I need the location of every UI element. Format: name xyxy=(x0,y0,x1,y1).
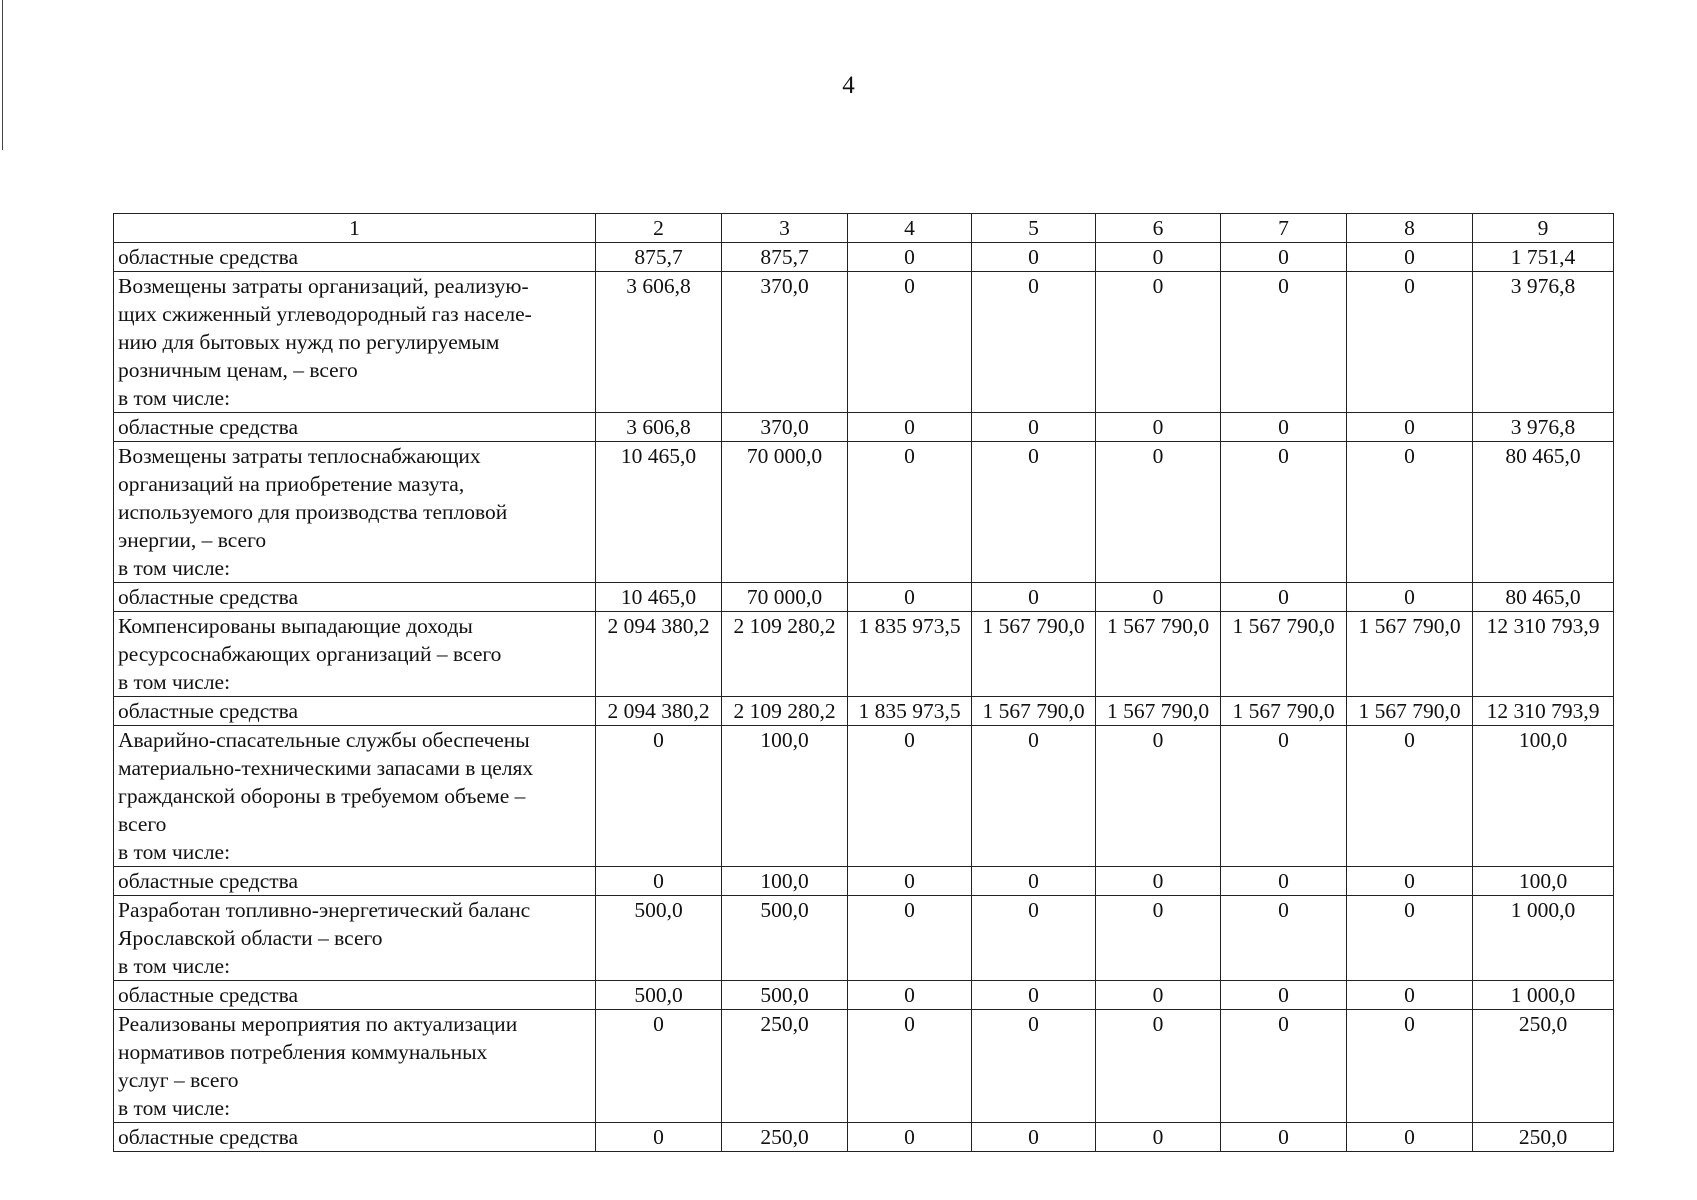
value-cell-col-5: 0 xyxy=(972,583,1096,612)
value-cell-col-2: 3 606,8 xyxy=(596,413,722,442)
row-description-line: организаций на приобретение мазута, xyxy=(118,472,465,496)
row-description-line: Реализованы мероприятия по актуализации xyxy=(118,1012,518,1036)
value-cell-col-9: 1 000,0 xyxy=(1473,981,1614,1010)
value-cell-col-3: 370,0 xyxy=(722,272,848,413)
table-row xyxy=(114,272,1614,413)
value-cell-col-9: 80 465,0 xyxy=(1473,583,1614,612)
value-cell-col-8: 0 xyxy=(1347,981,1473,1010)
table-row xyxy=(114,867,1614,896)
value-cell-col-8: 0 xyxy=(1347,583,1473,612)
value-cell-col-9: 250,0 xyxy=(1473,1010,1614,1123)
value-cell-col-6: 1 567 790,0 xyxy=(1096,612,1221,697)
value-cell-col-7: 0 xyxy=(1221,583,1347,612)
table-row xyxy=(114,413,1614,442)
row-description xyxy=(114,583,596,612)
value-cell-col-3: 2 109 280,2 xyxy=(722,697,848,726)
value-cell-col-2: 0 xyxy=(596,867,722,896)
table-row xyxy=(114,243,1614,272)
row-description xyxy=(114,697,596,726)
value-cell-col-8: 0 xyxy=(1347,243,1473,272)
row-description xyxy=(114,1010,596,1123)
value-cell-col-9: 80 465,0 xyxy=(1473,442,1614,583)
value-cell-col-2: 2 094 380,2 xyxy=(596,697,722,726)
value-cell-col-4: 1 835 973,5 xyxy=(848,697,972,726)
row-description-line: областные средства xyxy=(118,245,299,269)
value-cell-col-6: 0 xyxy=(1096,243,1221,272)
row-description-line: областные средства xyxy=(118,585,299,609)
budget-table-container xyxy=(113,213,1613,1152)
value-cell-col-7: 1 567 790,0 xyxy=(1221,697,1347,726)
table-row xyxy=(114,697,1614,726)
value-cell-col-4: 0 xyxy=(848,1010,972,1123)
budget-table-body xyxy=(114,214,1614,1152)
value-cell-col-6: 0 xyxy=(1096,726,1221,867)
row-description-line: нормативов потребления коммунальных xyxy=(118,1040,488,1064)
value-cell-col-3: 2 109 280,2 xyxy=(722,612,848,697)
value-cell-col-8: 0 xyxy=(1347,726,1473,867)
value-cell-col-3: 500,0 xyxy=(722,896,848,981)
column-number-8: 8 xyxy=(1347,214,1473,243)
row-description-line: всего xyxy=(118,812,167,836)
value-cell-col-5: 0 xyxy=(972,1123,1096,1152)
value-cell-col-4: 0 xyxy=(848,243,972,272)
value-cell-col-5: 0 xyxy=(972,272,1096,413)
value-cell-col-9: 250,0 xyxy=(1473,1123,1614,1152)
column-number-6: 6 xyxy=(1096,214,1221,243)
table-row xyxy=(114,981,1614,1010)
table-row xyxy=(114,1123,1614,1152)
row-description-line: услуг – всего xyxy=(118,1068,239,1092)
value-cell-col-6: 1 567 790,0 xyxy=(1096,697,1221,726)
row-description xyxy=(114,726,596,867)
row-description-line: Компенсированы выпадающие доходы xyxy=(118,614,473,638)
row-description-line: используемого для производства тепловой xyxy=(118,500,508,524)
row-description-line: в том числе: xyxy=(118,670,231,694)
table-row xyxy=(114,612,1614,697)
value-cell-col-8: 0 xyxy=(1347,1010,1473,1123)
row-description-line: в том числе: xyxy=(118,1096,231,1120)
value-cell-col-9: 12 310 793,9 xyxy=(1473,697,1614,726)
value-cell-col-5: 0 xyxy=(972,867,1096,896)
row-description-line: Разработан топливно-энергетический баланс xyxy=(118,898,531,922)
table-row xyxy=(114,896,1614,981)
row-description-line: в том числе: xyxy=(118,954,231,978)
value-cell-col-6: 0 xyxy=(1096,1010,1221,1123)
value-cell-col-9: 12 310 793,9 xyxy=(1473,612,1614,697)
row-description xyxy=(114,612,596,697)
row-description-line: в том числе: xyxy=(118,556,231,580)
value-cell-col-9: 1 000,0 xyxy=(1473,896,1614,981)
column-number-7: 7 xyxy=(1221,214,1347,243)
value-cell-col-3: 100,0 xyxy=(722,867,848,896)
value-cell-col-6: 0 xyxy=(1096,442,1221,583)
value-cell-col-2: 0 xyxy=(596,1123,722,1152)
value-cell-col-5: 0 xyxy=(972,413,1096,442)
value-cell-col-9: 100,0 xyxy=(1473,867,1614,896)
value-cell-col-4: 0 xyxy=(848,726,972,867)
value-cell-col-7: 0 xyxy=(1221,726,1347,867)
value-cell-col-2: 2 094 380,2 xyxy=(596,612,722,697)
value-cell-col-8: 0 xyxy=(1347,272,1473,413)
row-description xyxy=(114,867,596,896)
row-description xyxy=(114,413,596,442)
table-row xyxy=(114,442,1614,583)
value-cell-col-8: 1 567 790,0 xyxy=(1347,612,1473,697)
row-description xyxy=(114,1123,596,1152)
column-number-3: 3 xyxy=(722,214,848,243)
value-cell-col-3: 875,7 xyxy=(722,243,848,272)
row-description-line: щих сжиженный углеводородный газ населе- xyxy=(118,302,532,326)
value-cell-col-3: 500,0 xyxy=(722,981,848,1010)
row-description-line: областные средства xyxy=(118,415,299,439)
value-cell-col-3: 250,0 xyxy=(722,1010,848,1123)
value-cell-col-9: 1 751,4 xyxy=(1473,243,1614,272)
value-cell-col-4: 0 xyxy=(848,583,972,612)
row-description-line: областные средства xyxy=(118,869,299,893)
value-cell-col-8: 1 567 790,0 xyxy=(1347,697,1473,726)
value-cell-col-6: 0 xyxy=(1096,981,1221,1010)
table-row xyxy=(114,726,1614,867)
value-cell-col-2: 10 465,0 xyxy=(596,442,722,583)
page-number: 4 xyxy=(842,72,855,99)
row-description-line: в том числе: xyxy=(118,840,231,864)
value-cell-col-7: 0 xyxy=(1221,1123,1347,1152)
value-cell-col-7: 0 xyxy=(1221,442,1347,583)
value-cell-col-2: 3 606,8 xyxy=(596,272,722,413)
value-cell-col-5: 1 567 790,0 xyxy=(972,612,1096,697)
value-cell-col-7: 1 567 790,0 xyxy=(1221,612,1347,697)
row-description-line: областные средства xyxy=(118,983,299,1007)
value-cell-col-5: 0 xyxy=(972,243,1096,272)
value-cell-col-6: 0 xyxy=(1096,867,1221,896)
value-cell-col-9: 3 976,8 xyxy=(1473,272,1614,413)
value-cell-col-4: 0 xyxy=(848,413,972,442)
row-description xyxy=(114,243,596,272)
value-cell-col-7: 0 xyxy=(1221,413,1347,442)
value-cell-col-5: 0 xyxy=(972,981,1096,1010)
value-cell-col-6: 0 xyxy=(1096,1123,1221,1152)
value-cell-col-2: 0 xyxy=(596,1010,722,1123)
value-cell-col-7: 0 xyxy=(1221,243,1347,272)
column-number-5: 5 xyxy=(972,214,1096,243)
value-cell-col-5: 0 xyxy=(972,1010,1096,1123)
value-cell-col-2: 500,0 xyxy=(596,981,722,1010)
value-cell-col-5: 0 xyxy=(972,726,1096,867)
column-number-2: 2 xyxy=(596,214,722,243)
row-description-line: в том числе: xyxy=(118,386,231,410)
row-description-line: областные средства xyxy=(118,1125,299,1149)
value-cell-col-6: 0 xyxy=(1096,896,1221,981)
row-description-line: Аварийно-спасательные службы обеспечены xyxy=(118,728,530,752)
value-cell-col-7: 0 xyxy=(1221,867,1347,896)
value-cell-col-7: 0 xyxy=(1221,896,1347,981)
value-cell-col-9: 100,0 xyxy=(1473,726,1614,867)
value-cell-col-5: 1 567 790,0 xyxy=(972,697,1096,726)
value-cell-col-4: 0 xyxy=(848,896,972,981)
value-cell-col-4: 0 xyxy=(848,1123,972,1152)
value-cell-col-2: 0 xyxy=(596,726,722,867)
value-cell-col-8: 0 xyxy=(1347,867,1473,896)
row-description xyxy=(114,272,596,413)
table-row xyxy=(114,1010,1614,1123)
value-cell-col-6: 0 xyxy=(1096,583,1221,612)
value-cell-col-8: 0 xyxy=(1347,896,1473,981)
value-cell-col-3: 370,0 xyxy=(722,413,848,442)
column-number-row xyxy=(114,214,1614,243)
value-cell-col-8: 0 xyxy=(1347,1123,1473,1152)
row-description xyxy=(114,896,596,981)
value-cell-col-4: 0 xyxy=(848,867,972,896)
row-description-line: ресурсоснабжающих организаций – всего xyxy=(118,642,502,666)
value-cell-col-4: 0 xyxy=(848,442,972,583)
row-description-line: гражданской обороны в требуемом объеме – xyxy=(118,784,526,808)
value-cell-col-4: 1 835 973,5 xyxy=(848,612,972,697)
value-cell-col-9: 3 976,8 xyxy=(1473,413,1614,442)
column-number-4: 4 xyxy=(848,214,972,243)
row-description-line: Возмещены затраты организаций, реализую- xyxy=(118,274,529,298)
value-cell-col-2: 500,0 xyxy=(596,896,722,981)
row-description-line: энергии, – всего xyxy=(118,528,267,552)
value-cell-col-7: 0 xyxy=(1221,1010,1347,1123)
column-number-9: 9 xyxy=(1473,214,1614,243)
row-description xyxy=(114,981,596,1010)
row-description-line: нию для бытовых нужд по регулируемым xyxy=(118,330,500,354)
value-cell-col-7: 0 xyxy=(1221,272,1347,413)
row-description xyxy=(114,442,596,583)
value-cell-col-8: 0 xyxy=(1347,413,1473,442)
value-cell-col-2: 10 465,0 xyxy=(596,583,722,612)
row-description-line: Возмещены затраты теплоснабжающих xyxy=(118,444,481,468)
value-cell-col-3: 100,0 xyxy=(722,726,848,867)
value-cell-col-7: 0 xyxy=(1221,981,1347,1010)
column-number-1: 1 xyxy=(114,214,596,243)
value-cell-col-3: 70 000,0 xyxy=(722,583,848,612)
value-cell-col-4: 0 xyxy=(848,981,972,1010)
value-cell-col-6: 0 xyxy=(1096,413,1221,442)
row-description-line: материально-техническими запасами в целях xyxy=(118,756,534,780)
value-cell-col-5: 0 xyxy=(972,896,1096,981)
value-cell-col-2: 875,7 xyxy=(596,243,722,272)
value-cell-col-4: 0 xyxy=(848,272,972,413)
table-row xyxy=(114,583,1614,612)
value-cell-col-5: 0 xyxy=(972,442,1096,583)
value-cell-col-8: 0 xyxy=(1347,442,1473,583)
row-description-line: Ярославской области – всего xyxy=(118,926,383,950)
value-cell-col-3: 250,0 xyxy=(722,1123,848,1152)
value-cell-col-3: 70 000,0 xyxy=(722,442,848,583)
value-cell-col-6: 0 xyxy=(1096,272,1221,413)
budget-table xyxy=(113,213,1614,1152)
row-description-line: розничным ценам, – всего xyxy=(118,358,358,382)
row-description-line: областные средства xyxy=(118,699,299,723)
